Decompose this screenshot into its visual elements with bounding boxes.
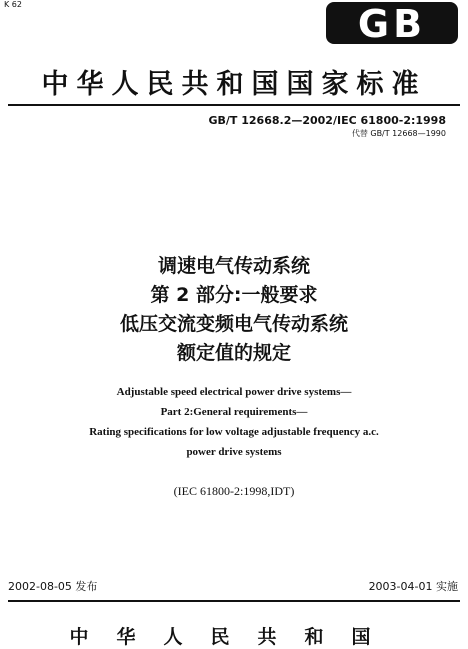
footer-issuing-org: 中华人民共和国 <box>69 626 399 648</box>
english-title-line-3: Rating specifications for low voltage adjustable frequency a.c. <box>89 426 379 438</box>
replaces-standard: 代替 GB/T 12668—1990 <box>351 129 446 138</box>
chinese-title-line-4: 额定值的规定 <box>176 342 291 364</box>
english-title-line-2: Part 2:General requirements— <box>160 406 308 418</box>
standard-number: GB/T 12668.2—2002/IEC 61800-2:1998 <box>208 114 446 127</box>
footer-divider <box>8 600 460 602</box>
implement-date: 2003-04-01 实施 <box>368 580 458 593</box>
gb-logo-text: GB <box>357 2 427 44</box>
chinese-title-line-3: 低压交流变频电气传动系统 <box>119 313 348 335</box>
gb-logo <box>326 2 458 44</box>
country-standard-title: 中华人民共和国国家标准 <box>41 69 427 100</box>
english-title-line-1: Adjustable speed electrical power drive systems— <box>116 386 352 398</box>
iec-equivalence: (IEC 61800-2:1998,IDT) <box>173 484 295 498</box>
chinese-title-line-1: 调速电气传动系统 <box>157 255 310 277</box>
header-divider <box>8 104 460 106</box>
publish-date: 2002-08-05 发布 <box>8 580 98 593</box>
chinese-title-line-2: 第 2 部分:一般要求 <box>150 284 318 306</box>
classification-code: K 62 <box>4 0 22 9</box>
english-title-line-4: power drive systems <box>186 446 282 458</box>
